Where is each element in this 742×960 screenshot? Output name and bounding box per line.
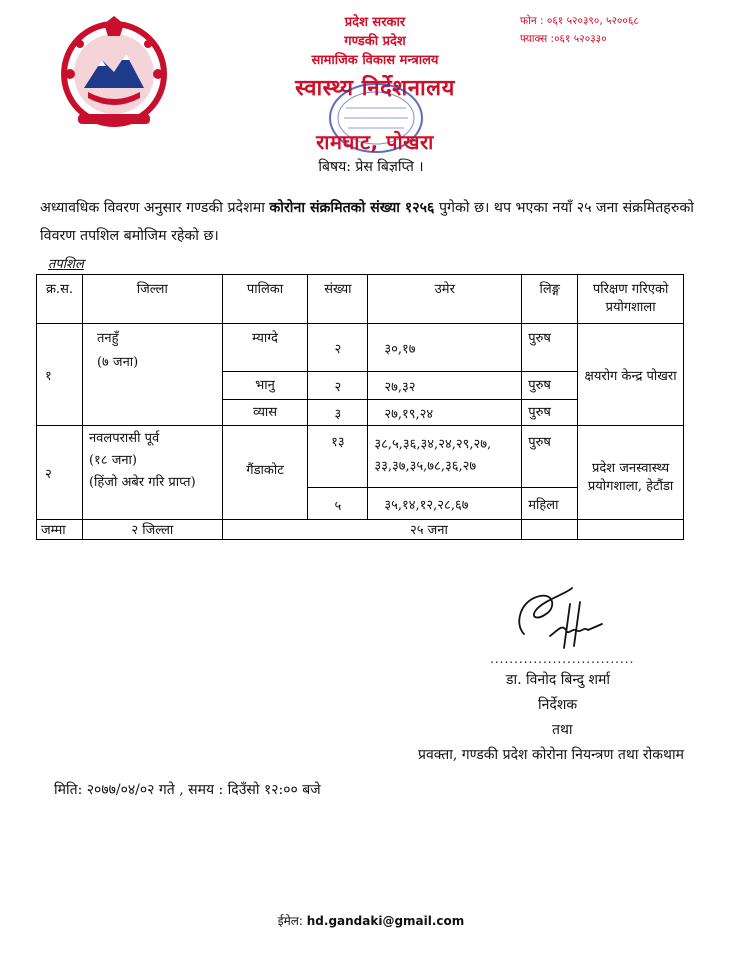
table-row bbox=[37, 324, 684, 372]
phone-number: फोन : ०६१ ५२०३९०, ५२००६८ bbox=[520, 15, 639, 27]
row1-gender-1: पुरुष bbox=[522, 324, 578, 372]
header-count: संख्या bbox=[308, 275, 368, 324]
row1-count-2: २ bbox=[308, 372, 368, 400]
header-lab: परिक्षण गरिएको प्रयोगशाला bbox=[578, 275, 684, 324]
office-name: स्वास्थ्य निर्देशनालय bbox=[295, 76, 455, 101]
row2-sn: २ bbox=[37, 426, 83, 520]
row1-age-1: ३०,१७ bbox=[368, 324, 522, 372]
total-people: २५ जना bbox=[222, 520, 522, 540]
row1-gender-2: पुरुष bbox=[522, 372, 578, 400]
signatory-name: डा. विनोद बिन्दु शर्मा bbox=[506, 672, 611, 688]
handwritten-signature bbox=[510, 584, 620, 654]
table-header-row bbox=[37, 275, 684, 324]
header-district: जिल्ला bbox=[82, 275, 222, 324]
row1-district: तनहुँ bbox=[96, 331, 119, 346]
header-palika: पालिका bbox=[222, 275, 308, 324]
total-empty-2 bbox=[578, 520, 684, 540]
total-districts: २ जिल्ला bbox=[82, 520, 222, 540]
row1-palika-3: व्यास bbox=[222, 400, 308, 426]
fax-number: फ्याक्स :०६१ ५२०३३० bbox=[520, 33, 607, 45]
cases-table bbox=[36, 274, 684, 540]
row2-age-2: ३५,१४,१२,२८,६७ bbox=[368, 488, 522, 520]
row2-count-2: ५ bbox=[308, 488, 368, 520]
row1-count-1: २ bbox=[308, 324, 368, 372]
row1-district-count: (७ जना) bbox=[96, 355, 139, 370]
subject-line: बिषय: प्रेस बिज्ञप्ति । bbox=[318, 159, 424, 175]
signatory-role: प्रवक्ता, गण्डकी प्रदेश कोरोना नियन्त्रण तथा रोकथाम bbox=[418, 747, 684, 763]
total-empty-1 bbox=[522, 520, 578, 540]
row1-district-cell bbox=[82, 324, 222, 426]
row2-palika: गैंडाकोट bbox=[222, 426, 308, 520]
paragraph-highlight: कोरोना संक्रमितको संख्या १२५६ bbox=[269, 200, 435, 216]
table-row bbox=[37, 426, 684, 488]
row1-palika-2: भानु bbox=[222, 372, 308, 400]
paragraph-part-1: अध्यावधिक विवरण अनुसार गण्डकी प्रदेशमा bbox=[40, 200, 270, 216]
header-gender: लिङ्ग bbox=[522, 275, 578, 324]
row1-palika-1: म्याग्दे bbox=[222, 324, 308, 372]
signatory-title: निर्देशक bbox=[538, 697, 578, 713]
row1-age-3: २७,१९,२४ bbox=[368, 400, 522, 426]
row1-gender-3: पुरुष bbox=[522, 400, 578, 426]
row2-gender-2: महिला bbox=[522, 488, 578, 520]
signature-dots: .............................. bbox=[490, 652, 635, 666]
row2-district: नवलपरासी पूर्व bbox=[88, 431, 160, 446]
row2-district-note: (हिंजो अबेर गरि प्राप्त) bbox=[88, 475, 196, 490]
nepal-emblem-icon bbox=[58, 14, 170, 130]
row2-lab: प्रदेश जनस्वास्थ्य प्रयोगशाला, हेटौंडा bbox=[578, 426, 684, 520]
header-age: उमेर bbox=[368, 275, 522, 324]
row1-age-2: २७,३२ bbox=[368, 372, 522, 400]
signatory-and: तथा bbox=[552, 722, 573, 738]
row2-district-count: (१८ जना) bbox=[88, 453, 137, 468]
paragraph-part-2: पुगेको छ। थप भएका नयाँ २५ जना संक्रमितहरुको विवरण तपशिल बमोजिम रहेको छ। bbox=[40, 200, 694, 244]
release-date-time: मिति: २०७७/०४/०२ गते , समय : दिउँसो १२:०० बजे bbox=[54, 782, 321, 798]
header-line-2: गण्डकी प्रदेश bbox=[344, 34, 406, 49]
row1-lab: क्षयरोग केन्द्र पोखरा bbox=[578, 324, 684, 426]
press-release-paragraph bbox=[40, 194, 700, 250]
office-location: रामघाट, पोखरा bbox=[316, 130, 434, 154]
email-address: hd.gandaki@gmail.com bbox=[306, 914, 465, 928]
header-sn: क्र.स. bbox=[37, 275, 83, 324]
header-line-3: सामाजिक विकास मन्त्रालय bbox=[311, 53, 439, 68]
row2-gender-1: पुरुष bbox=[522, 426, 578, 488]
row2-district-cell bbox=[82, 426, 222, 520]
row2-age-1: ३८,५,३६,३४,२४,२९,२७, ३३,३७,३५,७८,३६,२७ bbox=[368, 426, 522, 488]
header-line-1: प्रदेश सरकार bbox=[344, 15, 406, 30]
row2-count-1: १३ bbox=[308, 426, 368, 488]
row1-count-3: ३ bbox=[308, 400, 368, 426]
details-label: तपशिल bbox=[48, 257, 84, 272]
email-label: ईमेल: bbox=[277, 914, 307, 928]
footer-email bbox=[0, 912, 742, 929]
total-label: जम्मा bbox=[37, 520, 83, 540]
table-total-row bbox=[37, 520, 684, 540]
row1-sn: १ bbox=[37, 324, 83, 426]
